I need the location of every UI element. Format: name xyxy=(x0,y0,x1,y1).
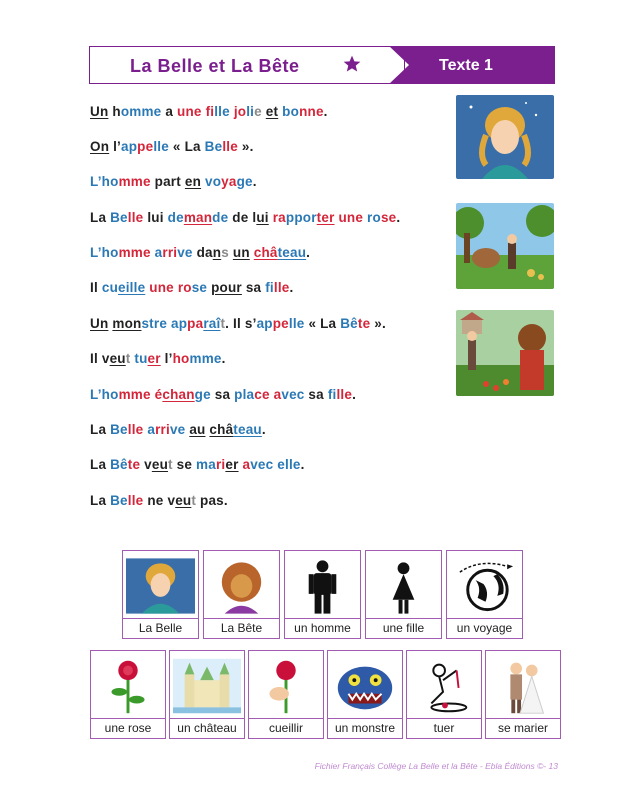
card-label: tuer xyxy=(407,718,481,737)
syllable: ce xyxy=(254,387,270,402)
syllable: Bê xyxy=(110,457,128,472)
syllable: pe xyxy=(137,139,154,154)
syllable: de xyxy=(167,210,184,225)
syllable: . xyxy=(289,280,294,295)
syllable: ap xyxy=(256,316,273,331)
syllable: lle xyxy=(127,422,144,437)
syllable: ap xyxy=(121,139,138,154)
syllable: ve xyxy=(177,245,193,260)
syllable: et xyxy=(265,104,279,119)
syllable: en xyxy=(184,174,202,189)
syllable: a xyxy=(147,422,156,437)
syllable: . xyxy=(252,174,257,189)
syllable: ter xyxy=(316,210,335,225)
syllable: lle xyxy=(222,139,238,154)
title-box xyxy=(89,46,405,84)
syllable: t xyxy=(220,316,226,331)
syllable: L’h xyxy=(90,245,111,260)
syllable: « La xyxy=(168,139,205,154)
syllable: lle xyxy=(336,387,353,402)
syllable: ». xyxy=(237,139,254,154)
syllable: part xyxy=(150,174,185,189)
card-label: La Belle xyxy=(123,618,198,637)
syllable: mme xyxy=(118,387,151,402)
syllable: La xyxy=(90,493,111,508)
syllable: mon xyxy=(112,316,142,331)
syllable: ho xyxy=(172,351,190,366)
syllable: se xyxy=(172,457,197,472)
syllable: lle xyxy=(273,280,290,295)
syllable: ro xyxy=(367,210,381,225)
card-label: une fille xyxy=(366,618,441,637)
syllable: vec xyxy=(250,457,274,472)
syllable: ra xyxy=(272,210,286,225)
syllable: ap xyxy=(171,316,188,331)
globe-travel-icon xyxy=(450,554,519,618)
syllable: pour xyxy=(211,280,242,295)
syllable: t xyxy=(168,457,173,472)
picture-card xyxy=(169,650,245,739)
syllable: da xyxy=(196,245,213,260)
syllable: se xyxy=(380,210,397,225)
syllable: te xyxy=(357,316,371,331)
syllable: a xyxy=(154,245,163,260)
bete-portrait-icon xyxy=(207,554,276,618)
belle-illustration xyxy=(456,95,554,179)
syllable: li xyxy=(246,104,255,119)
texte-tag: Texte 1 xyxy=(439,57,493,74)
syllable: Be xyxy=(110,422,128,437)
syllable: L’h xyxy=(90,387,111,402)
sentence-line xyxy=(90,280,293,295)
picture-card xyxy=(406,650,482,739)
picture-card xyxy=(284,550,361,639)
syllable: châ xyxy=(209,422,234,437)
syllable: L’h xyxy=(90,174,111,189)
sentence-line xyxy=(90,457,305,472)
syllable: jo xyxy=(233,104,247,119)
syllable: nne xyxy=(299,104,324,119)
syllable: pla xyxy=(234,387,255,402)
syllable: On xyxy=(90,139,110,154)
sentence-line xyxy=(90,104,328,119)
card-label: un monstre xyxy=(328,718,402,737)
syllable: lle xyxy=(288,316,305,331)
syllable: Il xyxy=(90,280,102,295)
syllable: . xyxy=(396,210,401,225)
syllable: mme xyxy=(118,245,151,260)
syllable: te xyxy=(127,457,141,472)
sentence-line xyxy=(90,493,228,508)
syllable: de xyxy=(212,210,229,225)
syllable: ma xyxy=(196,457,216,472)
page-footer: Fichier Français Collège La Belle et la Bête - Ebla Éditions ©- 13 xyxy=(314,761,558,771)
syllable: La xyxy=(90,422,111,437)
syllable: t xyxy=(125,351,131,366)
syllable: rri xyxy=(155,422,170,437)
syllable: . xyxy=(221,351,226,366)
syllable: eu xyxy=(151,457,169,472)
syllable: fi xyxy=(265,280,274,295)
card-label: La Bête xyxy=(204,618,279,637)
syllable: ge xyxy=(194,387,211,402)
syllable: teau xyxy=(277,245,307,260)
syllable: mme xyxy=(118,174,151,189)
card-label: un château xyxy=(170,718,244,737)
card-label: cueillir xyxy=(249,718,323,737)
syllable: mme xyxy=(189,351,222,366)
syllable: bo xyxy=(282,104,300,119)
syllable: stre xyxy=(141,316,168,331)
syllable: La xyxy=(90,457,111,472)
syllable: rri xyxy=(162,245,178,260)
syllable: Bê xyxy=(340,316,358,331)
sentence-line xyxy=(90,387,356,402)
syllable: ». xyxy=(370,316,386,331)
page-title: La Belle et La Bête xyxy=(130,56,300,76)
syllable: . xyxy=(300,457,305,472)
girl-silhouette-icon xyxy=(369,554,438,618)
syllable: au xyxy=(189,422,206,437)
sentence-line xyxy=(90,174,257,189)
syllable: e xyxy=(254,104,262,119)
syllable: o xyxy=(110,387,119,402)
syllable: fi xyxy=(205,104,215,119)
syllable: man xyxy=(183,210,213,225)
syllable: o xyxy=(110,245,119,260)
syllable: s xyxy=(221,245,229,260)
monster-icon xyxy=(331,654,399,718)
syllable: Be xyxy=(204,139,223,154)
syllable: sa xyxy=(210,387,235,402)
syllable: pa xyxy=(187,316,204,331)
syllable: Il xyxy=(90,351,102,366)
syllable: Un xyxy=(90,104,109,119)
syllable: chan xyxy=(162,387,195,402)
picture-card xyxy=(122,550,199,639)
syllable: l’ xyxy=(109,139,122,154)
syllable: ve xyxy=(169,422,186,437)
syllable: Be xyxy=(110,210,128,225)
syllable: ppor xyxy=(285,210,317,225)
syllable: ui xyxy=(256,210,269,225)
syllable: pas. xyxy=(196,493,228,508)
card-label: un voyage xyxy=(447,618,522,637)
syllable: a xyxy=(161,104,178,119)
syllable: de xyxy=(228,210,253,225)
syllable: l xyxy=(252,210,257,225)
star-icon xyxy=(342,53,362,75)
card-label: un homme xyxy=(285,618,360,637)
syllable: vo xyxy=(205,174,222,189)
syllable: er xyxy=(147,351,161,366)
sentence-line xyxy=(90,245,310,260)
syllable: . xyxy=(306,245,311,260)
sentence-line xyxy=(90,139,254,154)
picture-card xyxy=(485,650,561,739)
syllable: . xyxy=(352,387,357,402)
sentence-line xyxy=(90,316,386,331)
hand-picking-rose-icon xyxy=(252,654,320,718)
syllable: fi xyxy=(327,387,337,402)
syllable: t xyxy=(191,493,197,508)
syllable: a xyxy=(242,457,251,472)
syllable: vec xyxy=(281,387,305,402)
syllable: se xyxy=(191,280,208,295)
sentence-line xyxy=(90,210,400,225)
syllable: v xyxy=(101,351,110,366)
syllable: lle xyxy=(127,493,144,508)
syllable: une xyxy=(338,210,364,225)
syllable: lui xyxy=(143,210,168,225)
syllable: une xyxy=(177,104,202,119)
picture-card xyxy=(365,550,442,639)
syllable: v xyxy=(144,457,152,472)
picture-card xyxy=(327,650,403,739)
beast-illustration xyxy=(456,310,554,396)
picture-card xyxy=(248,650,324,739)
syllable: . xyxy=(261,422,266,437)
syllable: er xyxy=(225,457,239,472)
syllable: . Il s’ xyxy=(225,316,257,331)
syllable: ri xyxy=(215,457,226,472)
syllable: lle xyxy=(214,104,230,119)
syllable: teau xyxy=(233,422,262,437)
syllable: v xyxy=(167,493,176,508)
syllable: Un xyxy=(90,316,109,331)
syllable: châ xyxy=(253,245,278,260)
syllable: o xyxy=(110,174,119,189)
picture-card xyxy=(90,650,166,739)
syllable: cu xyxy=(101,280,119,295)
syllable: ro xyxy=(177,280,192,295)
card-label: se marier xyxy=(486,718,560,737)
syllable: sa xyxy=(304,387,328,402)
syllable: eu xyxy=(175,493,192,508)
wedding-couple-icon xyxy=(489,654,557,718)
card-label: une rose xyxy=(91,718,165,737)
title-banner xyxy=(89,46,555,84)
picture-card xyxy=(203,550,280,639)
rose-icon xyxy=(94,654,162,718)
syllable: a xyxy=(273,387,282,402)
man-castle-illustration xyxy=(456,203,554,289)
syllable: raî xyxy=(203,316,221,331)
syllable: La xyxy=(90,210,111,225)
kill-icon xyxy=(410,654,478,718)
syllable: n xyxy=(212,245,222,260)
syllable: ge xyxy=(236,174,253,189)
syllable: Be xyxy=(110,493,128,508)
sentence-line xyxy=(90,422,266,437)
syllable: sa xyxy=(241,280,266,295)
syllable: une xyxy=(149,280,174,295)
syllable: tu xyxy=(134,351,148,366)
man-silhouette-icon xyxy=(288,554,357,618)
syllable: é xyxy=(154,387,163,402)
syllable: ne xyxy=(143,493,168,508)
syllable: eu xyxy=(109,351,126,366)
picture-card xyxy=(446,550,523,639)
sentence-line xyxy=(90,351,226,366)
syllable: eille xyxy=(118,280,146,295)
syllable: pe xyxy=(272,316,289,331)
syllable: lle xyxy=(153,139,169,154)
syllable: « La xyxy=(304,316,341,331)
syllable: l’ xyxy=(160,351,173,366)
syllable: . xyxy=(323,104,328,119)
belle-portrait-icon xyxy=(126,554,195,618)
syllable: lle xyxy=(127,210,144,225)
castle-icon xyxy=(173,654,241,718)
syllable: o xyxy=(120,104,130,119)
syllable: mme xyxy=(129,104,162,119)
syllable: elle xyxy=(277,457,301,472)
syllable: h xyxy=(112,104,121,119)
syllable: un xyxy=(232,245,250,260)
syllable: ya xyxy=(221,174,237,189)
